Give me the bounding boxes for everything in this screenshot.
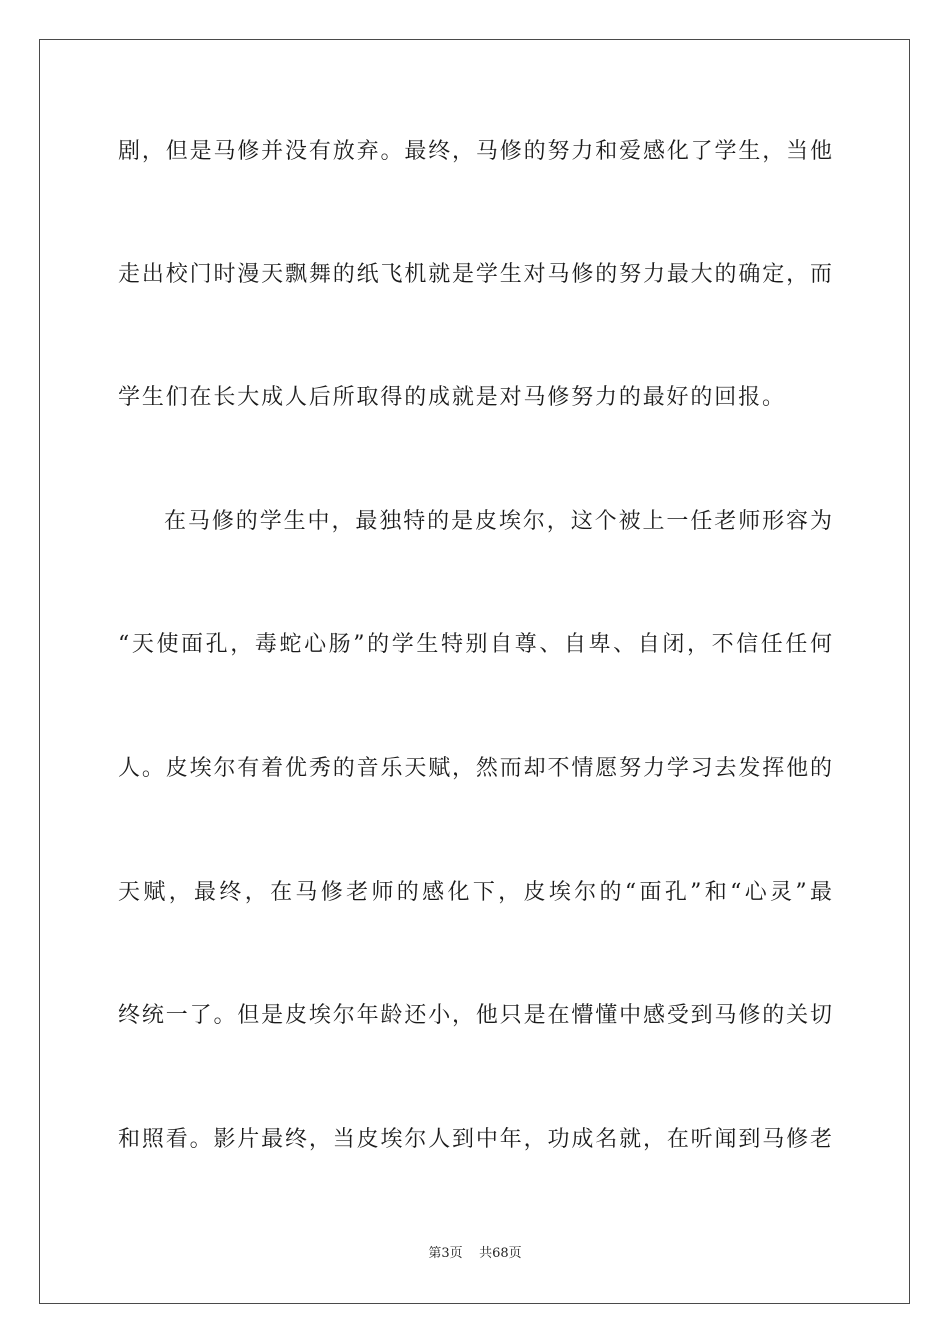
text-line-6: 人。皮埃尔有着优秀的音乐天赋，然而却不情愿努力学习去发挥他的 (118, 756, 832, 781)
text-line-1: 剧，但是马修并没有放弃。最终，马修的努力和爱感化了学生，当他 (118, 139, 832, 164)
total-pages: 共68页 (479, 1246, 522, 1261)
text-line-7: 天赋，最终，在马修老师的感化下，皮埃尔的“面孔”和“心灵”最 (118, 880, 832, 905)
text-line-3: 学生们在长大成人后所取得的成就是对马修努力的最好的回报。 (118, 385, 786, 410)
page-footer (0, 1245, 950, 1263)
page-border (39, 39, 910, 1304)
text-line-9: 和照看。影片最终，当皮埃尔人到中年，功成名就，在听闻到马修老 (118, 1127, 832, 1152)
text-line-4: 在马修的学生中，最独特的是皮埃尔，这个被上一任老师形容为 (164, 509, 832, 534)
text-line-8: 终统一了。但是皮埃尔年龄还小，他只是在懵懂中感受到马修的关切 (118, 1003, 832, 1028)
text-line-5: “天使面孔，毒蛇心肠”的学生特别自尊、自卑、自闭，不信任任何 (118, 632, 832, 657)
page-number: 第3页 (428, 1246, 463, 1261)
text-line-2: 走出校门时漫天飘舞的纸飞机就是学生对马修的努力最大的确定，而 (118, 262, 832, 287)
